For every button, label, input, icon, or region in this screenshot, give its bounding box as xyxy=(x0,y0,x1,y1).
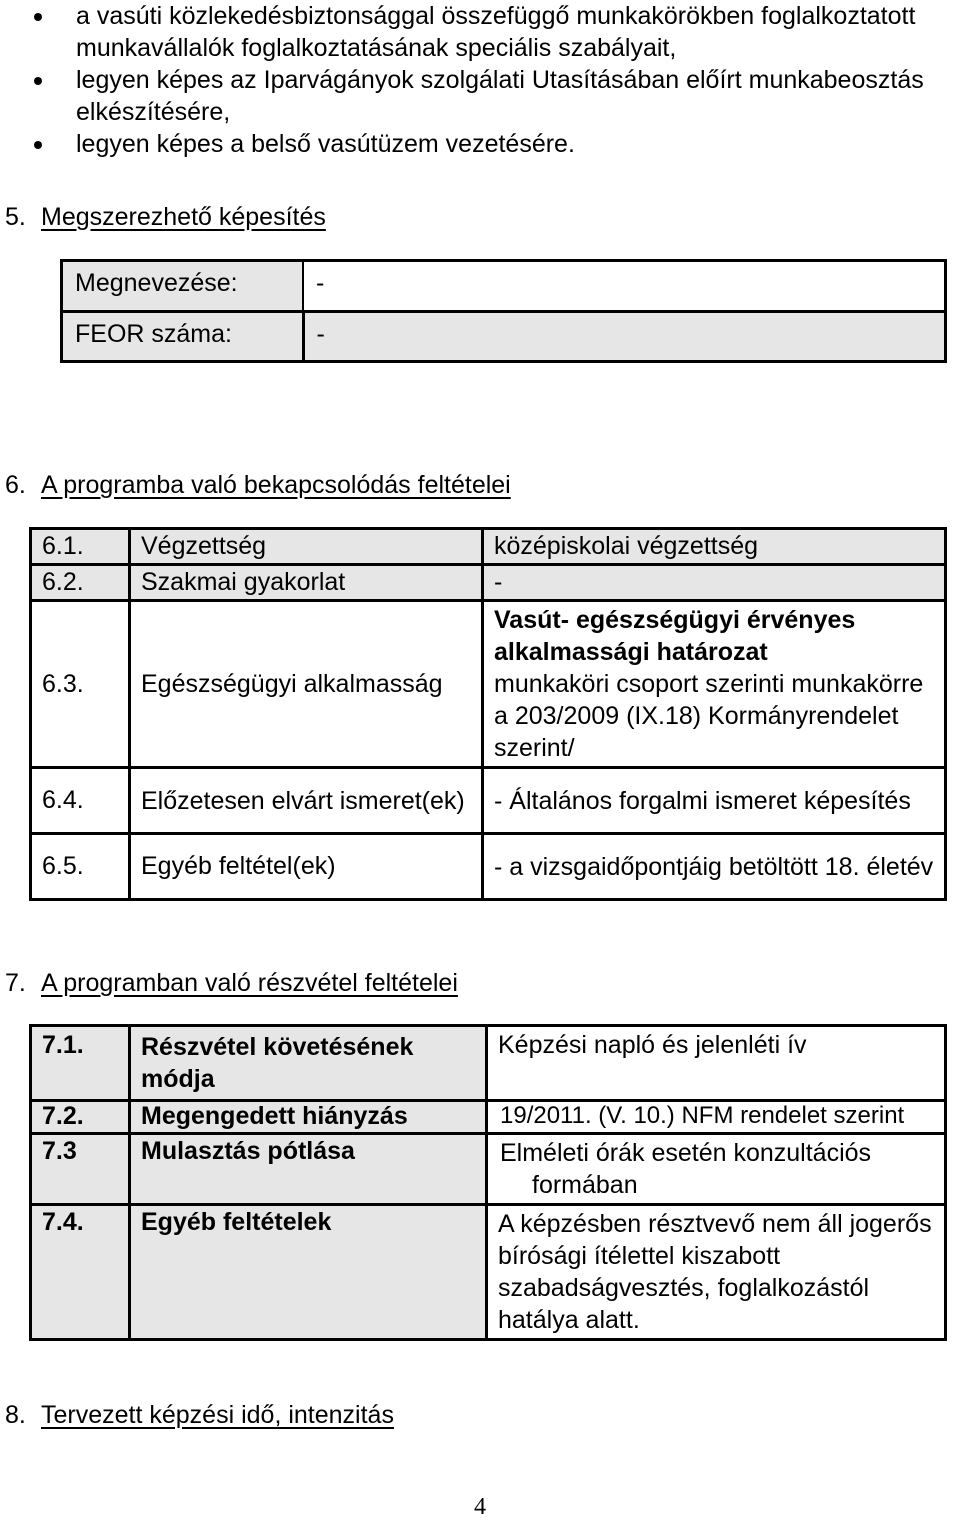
feor-number-label: FEOR száma: xyxy=(62,312,304,362)
table-row: 6.5. Egyéb feltétel(ek) - a vizsgaidőpontjáig betöltött 18. életév xyxy=(31,834,946,900)
list-item: legyen képes az Iparvágányok szolgálati Utasításában előírt munkabeosztás elkészítésére, xyxy=(28,64,928,128)
qualification-table xyxy=(60,259,947,363)
table-row: 6.1. Végzettség középiskolai végzettség xyxy=(31,529,946,565)
feor-number-value: - xyxy=(303,312,946,362)
table-row: 6.3. Egészségügyi alkalmasság Vasút- egészségügyi érvényes alkalmassági határozat munkaköri csoport szerinti munkakörre a 203/2009 (IX.18) Kormányrendelet szerint/ xyxy=(31,601,946,768)
bullet-list xyxy=(28,0,928,160)
qualification-name-label: Megnevezése: xyxy=(62,261,304,312)
table-row: 7.4. Egyéb feltételek A képzésben résztvevő nem áll jogerős bírósági ítélettel kiszabott szabadságvesztés, foglalkozástól hatálya alatt. xyxy=(31,1205,946,1340)
table-row: 7.3 Mulasztás pótlása Elméleti órák esetén konzultációs formában xyxy=(31,1134,946,1205)
qualification-name-value: - xyxy=(303,261,946,312)
section-8-heading: 8. Tervezett képzési idő, intenzitás xyxy=(5,1401,394,1429)
section-5-heading: 5. Megszerezhető képesítés xyxy=(5,203,326,231)
participation-conditions-table xyxy=(29,1024,947,1341)
table-row: 6.4. Előzetesen elvárt ismeret(ek) - Általános forgalmi ismeret képesítés xyxy=(31,768,946,834)
section-6-heading: 6. A programba való bekapcsolódás feltételei xyxy=(5,471,511,499)
table-row: 7.1. Részvétel követésének módja Képzési napló és jelenléti ív xyxy=(31,1026,946,1101)
bullet-icon xyxy=(34,141,42,149)
list-item: a vasúti közlekedésbiztonsággal összefüggő munkakörökben foglalkoztatott munkavállalók foglalkoztatásának speciális szabályait, xyxy=(28,0,928,64)
entry-conditions-table xyxy=(29,527,947,901)
bullet-icon xyxy=(34,77,42,85)
table-row: 7.2. Megengedett hiányzás 19/2011. (V. 10.) NFM rendelet szerint xyxy=(31,1101,946,1134)
section-7-heading: 7. A programban való részvétel feltételei xyxy=(5,969,458,997)
table-row: 6.2. Szakmai gyakorlat - xyxy=(31,565,946,601)
bullet-icon xyxy=(34,13,42,21)
list-item: legyen képes a belső vasútüzem vezetésére. xyxy=(28,128,928,160)
page-number: 4 xyxy=(474,1494,486,1520)
